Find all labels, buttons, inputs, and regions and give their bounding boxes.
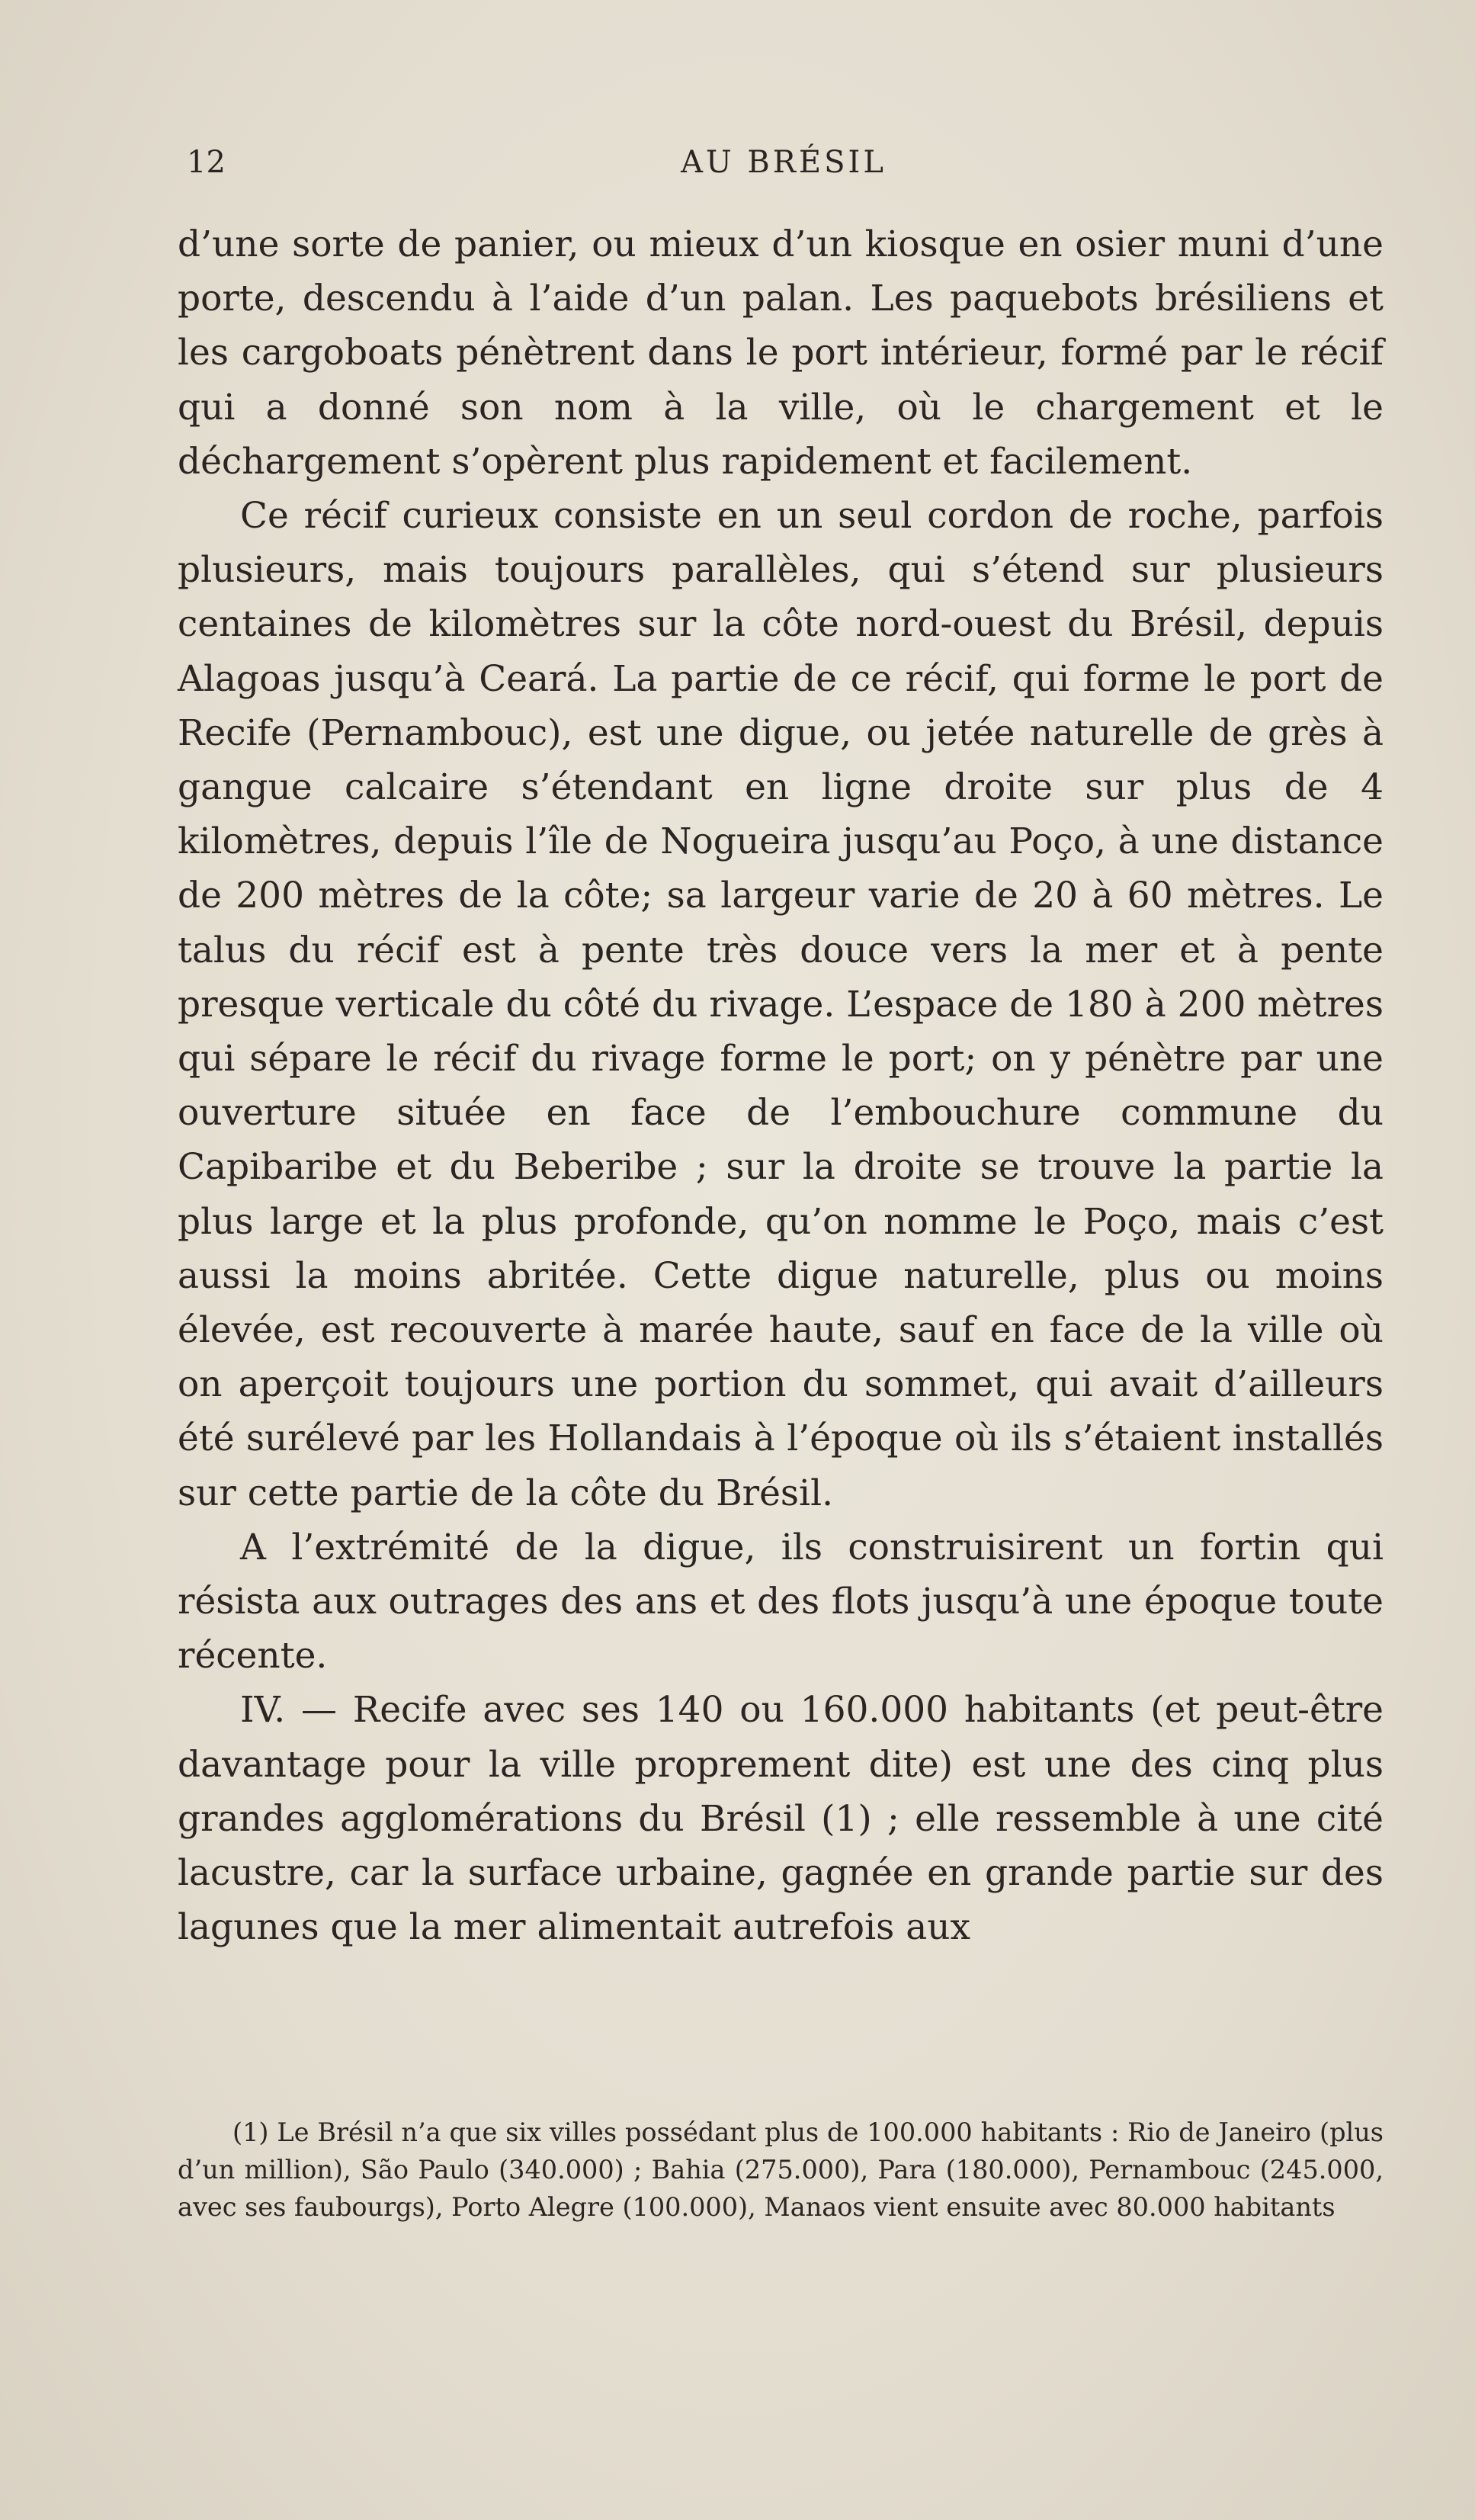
footnote: (1) Le Brésil n’a que six villes possédant plus de 100.000 habitants : Rio de Janeiro (plus d’un million), São Paulo (340.000) ; Bahia (275.000), Para (180.000), Pernambouc (245.000, avec ses faubourgs), Porto Alegre (100.000), Manaos vient ensuite avec 80.000 habitants: [178, 2117, 1384, 2222]
body-text: [178, 217, 1384, 1955]
page-header: [178, 145, 1390, 191]
running-title: AU BRÉSIL: [681, 145, 887, 180]
paragraph-section-iv: IV. — Recife avec ses 140 ou 160.000 habitants (et peut-être davantage pour la ville proprement dite) est une des cinq plus grandes agglomérations du Brésil (1) ; elle ressemble à une cité lacustre, car la surface urbaine, gagnée en grande partie sur des lagunes que la mer alimentait autrefois aux: [178, 1689, 1384, 1949]
paragraph-fortin: A l’extrémité de la digue, ils construisirent un fortin qui résista aux outrages des ans et des flots jusqu’à une époque toute récente.: [178, 1526, 1384, 1677]
paragraph-recif: Ce récif curieux consiste en un seul cordon de roche, parfois plusieurs, mais toujours parallèles, qui s’étend sur plusieurs centaines de kilomètres sur la côte nord-ouest du Brésil, depuis Alagoas jusqu’à Ceará. La partie de ce récif, qui forme le port de Recife (Pernambouc), est une digue, ou jetée naturelle de grès à gangue calcaire s’étendant en ligne droite sur plus de 4 kilomètres, depuis l’île de Nogueira jusqu’au Poço, à une distance de 200 mètres de la côte; sa largeur varie de 20 à 60 mètres. Le talus du récif est à pente très douce vers la mer et à pente presque verticale du côté du rivage. L’espace de 180 à 200 mètres qui sépare le récif du rivage forme le port; on y pénètre par une ouverture située en face de l’embouchure commune du Capibaribe et du Beberibe ; sur la droite se trouve la partie la plus large et la plus profonde, qu’on nomme le Poço, mais c’est aussi la moins abritée. Cette digue naturelle, plus ou moins élevée, est recouverte à marée haute, sauf en face de la ville où on aperçoit toujours une portion du sommet, qui avait d’ailleurs été surélevé par les Hollandais à l’époque où ils s’étaient installés sur cette partie de la côte du Brésil.: [178, 495, 1384, 1514]
paragraph-continuation: d’une sorte de panier, ou mieux d’un kiosque en osier muni d’une porte, descendu à l’aide d’un palan. Les paquebots brésiliens et les cargoboats pénètrent dans le port intérieur, formé par le récif qui a donné son nom à la ville, où le chargement et le déchargement s’opèrent plus rapidement et facilement.: [178, 223, 1384, 483]
page-number: 12: [187, 145, 226, 180]
